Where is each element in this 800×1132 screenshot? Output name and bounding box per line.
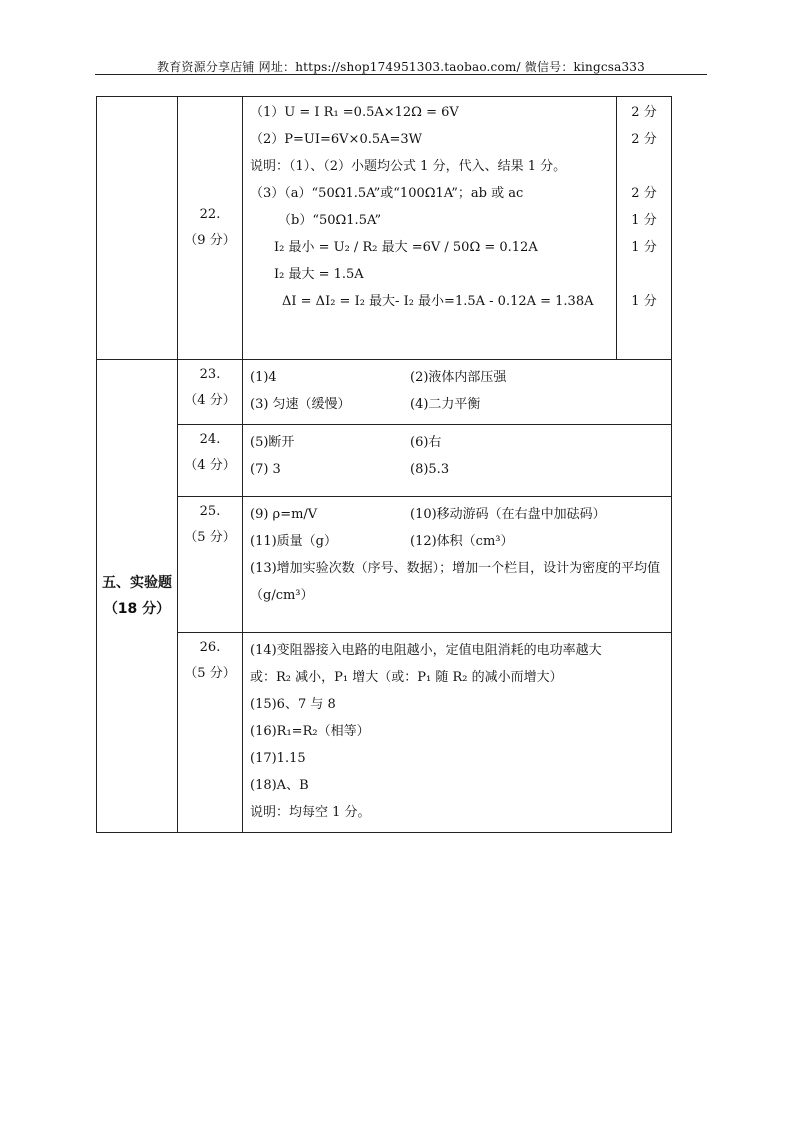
question-number-cell (178, 633, 243, 833)
question-points: （4 分） (184, 393, 236, 408)
answer-item: (8)5.3 (410, 462, 450, 477)
answer-line: （3）（a）“50Ω1.5A”或“100Ω1A”；ab 或 ac (250, 186, 524, 201)
answer-line: (15)6、7 与 8 (250, 697, 336, 712)
answer-item: (6)右 (410, 435, 442, 450)
score-value: 2 分 (631, 105, 657, 120)
answer-line: （b）“50Ω1.5A” (278, 213, 382, 228)
question-number: 26. (199, 640, 221, 655)
answer-line: (17)1.15 (250, 751, 306, 766)
answer-lines (243, 97, 616, 359)
answer-item: (7) 3 (250, 462, 281, 477)
question-points: （4 分） (184, 458, 236, 473)
score-value (617, 153, 671, 180)
answer-line: （1）U = I R₁ =0.5A×12Ω = 6V (250, 105, 459, 120)
question-number-cell (178, 425, 243, 497)
answer-line: (14)变阻器接入电路的电阻越小，定值电阻消耗的电功率越大 (250, 643, 602, 658)
answer-line: I₂ 最小 = U₂ / R₂ 最大 =6V / 50Ω = 0.12A (274, 240, 538, 255)
answer-table (96, 96, 672, 833)
answer-item: (9) ρ=m/V (250, 507, 318, 522)
question-points: （9 分） (184, 233, 236, 248)
answer-line: I₂ 最大 = 1.5A (274, 267, 364, 282)
score-value: 1 分 (631, 213, 657, 228)
table-row-q22 (97, 97, 672, 360)
question-number-cell (178, 497, 243, 633)
answer-line: ΔI = ΔI₂ = I₂ 最大- I₂ 最小=1.5A - 0.12A = 1.38A (282, 294, 594, 309)
answer-cell (243, 360, 672, 425)
table-row-q23 (97, 360, 672, 425)
question-number: 23. (199, 367, 221, 382)
answer-item: (3) 匀速（缓慢） (250, 397, 351, 412)
answer-item: (13)增加实验次数（序号、数据）；增加一个栏目，设计为密度的平均值（g/cm³） (250, 561, 661, 603)
answer-item: (11)质量（g） (250, 534, 338, 549)
table-row-q24 (97, 425, 672, 497)
score-value (617, 261, 671, 288)
answer-line: 说明：（1）、（2）小题均公式 1 分，代入、结果 1 分。 (250, 159, 567, 174)
answer-line: (16)R₁=R₂（相等） (250, 724, 370, 739)
answer-line: (18)A、B (250, 778, 309, 793)
answer-line: 或：R₂ 减小，P₁ 增大（或：P₁ 随 R₂ 的减小而增大） (250, 670, 563, 685)
header-divider (95, 74, 707, 75)
answer-cell (243, 497, 672, 633)
answer-item: (5)断开 (250, 435, 295, 450)
answer-line: 说明：均每空 1 分。 (250, 805, 371, 820)
answer-cell (243, 633, 672, 833)
score-value: 1 分 (631, 240, 657, 255)
answer-item: (1)4 (250, 370, 277, 385)
section-title: 五、实验题 (102, 575, 172, 591)
score-value: 1 分 (631, 294, 657, 309)
score-column (616, 97, 671, 359)
question-number: 22. (199, 207, 221, 222)
answer-item: (12)体积（cm³） (410, 534, 514, 549)
page-header: 教育资源分享店铺 网址：https://shop174951303.taobao.com/ 微信号：kingcsa333 (157, 60, 645, 74)
section-cell-blank (97, 97, 178, 360)
section-label-cell (97, 360, 178, 833)
score-value: 2 分 (631, 132, 657, 147)
question-number: 25. (199, 504, 221, 519)
question-number-cell (178, 360, 243, 425)
answer-line: （2）P=UI=6V×0.5A=3W (250, 132, 423, 147)
answer-item: (4)二力平衡 (410, 397, 481, 412)
answer-item: (10)移动游码（在右盘中加砝码） (410, 507, 606, 522)
answer-item: (2)液体内部压强 (410, 370, 507, 385)
answer-cell (243, 425, 672, 497)
question-points: （5 分） (184, 666, 236, 681)
question-points: （5 分） (184, 530, 236, 545)
answer-cell (243, 97, 672, 360)
score-value: 2 分 (631, 186, 657, 201)
question-number-cell (178, 97, 243, 360)
section-points: （18 分） (103, 601, 171, 617)
table-row-q26 (97, 633, 672, 833)
table-row-q25 (97, 497, 672, 633)
question-number: 24. (199, 432, 221, 447)
